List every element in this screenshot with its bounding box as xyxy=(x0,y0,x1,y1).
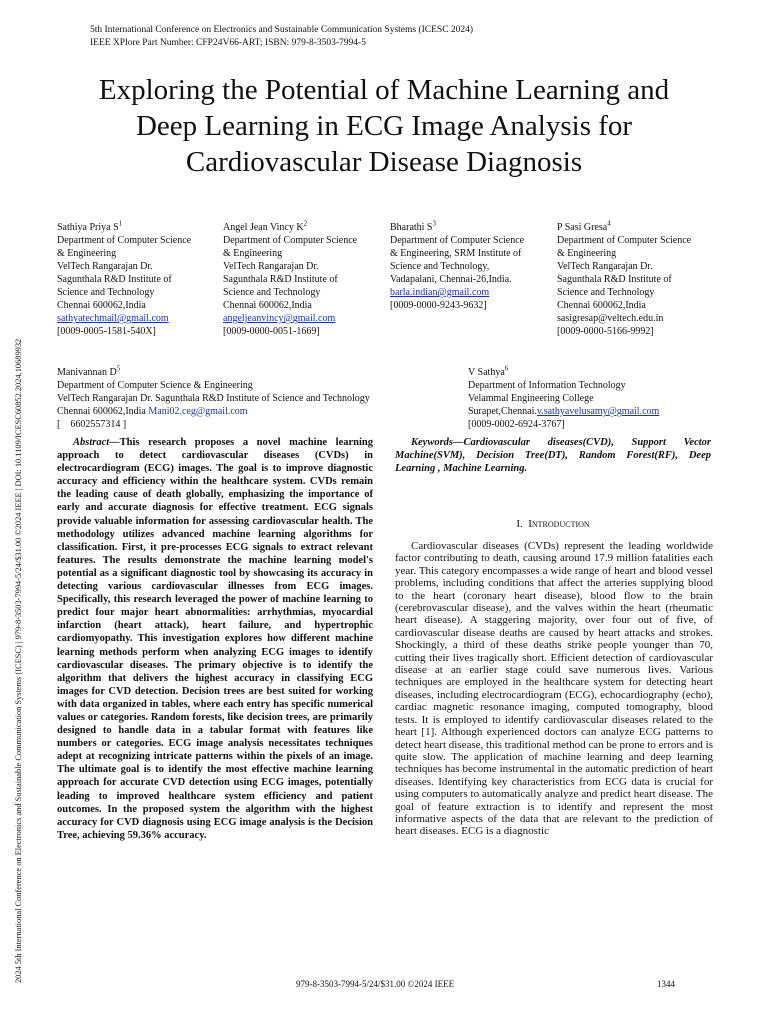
page-number: 1344 xyxy=(657,979,675,989)
author-dept: & Engineering, SRM Institute of xyxy=(390,248,522,259)
author-orcid: [0009-0002-6924-3767] xyxy=(468,419,565,430)
author-inst: Science and Technology xyxy=(57,287,155,298)
abstract-heading: Abstract xyxy=(73,437,110,448)
author-inst: Sagunthala R&D Institute of xyxy=(223,274,338,285)
author-dept: & Engineering xyxy=(557,248,617,259)
author-index: 2 xyxy=(303,219,308,228)
keywords-dash: — xyxy=(453,437,464,448)
keywords-text: Cardiovascular diseases(CVD), Support Vector Machine(SVM), Decision Tree(DT), Random Forest(RF), Deep Learning , Machine Learning. xyxy=(395,437,711,475)
author-inst: VelTech Rangarajan Dr. xyxy=(557,261,653,272)
author-email: sasigresap@veltech.edu.in xyxy=(557,313,664,324)
author-dept: Department of Computer Science & Engineering xyxy=(57,380,253,391)
abstract xyxy=(57,436,373,842)
title-line-1: Exploring the Potential of Machine Learning and xyxy=(98,74,670,106)
author-email-link[interactable]: angeljeanvincy@gmail.com xyxy=(223,313,336,324)
author-block-3 xyxy=(390,221,524,312)
author-dept: & Engineering xyxy=(57,248,117,259)
author-dept: Department of Computer Science xyxy=(57,235,192,246)
author-email-link[interactable]: barla.indian@gmail.com xyxy=(390,287,490,298)
author-index: 1 xyxy=(118,219,123,228)
copyright-footer: 979-8-3503-7994-5/24/$31.00 ©2024 IEEE xyxy=(296,979,455,989)
section-heading xyxy=(395,518,711,530)
author-name: Sathiya Priya S xyxy=(57,222,119,233)
author-city: Chennai 600062,India xyxy=(223,300,312,311)
author-city: Chennai 600062,India xyxy=(57,406,146,417)
author-index: 3 xyxy=(432,219,436,228)
author-name: Manivannan D xyxy=(57,367,117,378)
author-name: Bharathi S xyxy=(390,222,433,233)
author-inst: Science and Technology xyxy=(557,287,655,298)
title-line-2: Deep Learning in ECG Image Analysis for xyxy=(135,110,633,142)
author-inst: Vadapalani, Chennai-26,India. xyxy=(390,274,512,285)
author-orcid: [0009-0000-9243-9632] xyxy=(390,300,487,311)
author-index: 6 xyxy=(504,364,509,373)
author-dept: Department of Computer Science xyxy=(390,235,525,246)
author-email-link[interactable]: v.sathyavelusamy@gmail.com xyxy=(536,406,660,417)
author-inst: VelTech Rangarajan Dr. xyxy=(57,261,153,272)
author-city: Chennai 600062,India xyxy=(557,300,646,311)
author-orcid: [0009-0000-0051-1669] xyxy=(223,326,320,337)
author-email-link[interactable]: sathyatechmail@gmail.com xyxy=(57,313,169,324)
title-line-3: Cardiovascular Disease Diagnosis xyxy=(185,146,583,178)
keywords-heading: Keywords xyxy=(411,437,453,448)
author-inst: Sagunthala R&D Institute of xyxy=(57,274,172,285)
author-dept: Department of Information Technology xyxy=(468,380,626,391)
conference-isbn: IEEE XPlore Part Number: CFP24V66-ART; ISBN: 979-8-3503-7994-5 xyxy=(90,38,366,48)
author-block-2 xyxy=(223,221,357,338)
author-inst: Velammal Engineering College xyxy=(468,393,594,404)
author-orcid: [0009-0005-1581-540X] xyxy=(57,326,156,337)
section-number: I. xyxy=(516,518,523,530)
author-city: Surapet,Chennai. xyxy=(468,406,537,417)
author-inst: VelTech Rangarajan Dr. Sagunthala R&D Institute of Science and Technology xyxy=(57,393,370,404)
author-name: V Sathya xyxy=(468,367,505,378)
author-block-6 xyxy=(468,366,659,431)
author-dept: Department of Computer Science xyxy=(223,235,358,246)
author-block-4 xyxy=(557,221,691,338)
author-orcid: [0009-0000-5166-9992] xyxy=(557,326,654,337)
doi-sidebar: 2024 5th International Conference on Electronics and Sustainable Communication Systems (ICESC) | 979-8-3503-7994-5/24/$31.00 ©2024 IEEE | DOI: 10.1109/ICESC60852.2024.10689932 xyxy=(14,338,23,983)
author-inst: Science and Technology, xyxy=(390,261,490,272)
keywords xyxy=(395,436,711,475)
introduction-text: Cardiovascular diseases (CVDs) represent the leading worldwide factor contributing to death, causing around 17.9 million fatalities each year. This category encompasses a wide range of heart and blood vessel problems, including conditions that affect the arteries supplying blood to the heart (coronary heart disease), blood flow to the brain (cerebrovascular disease), and the valves within the heart (rheumatic heart disease). A staggering majority, over four out of five, of cardiovascular disease deaths are caused by heart attacks and strokes. Shockingly, a third of these deaths strike people younger than 70, cutting their lives tragically short. Efficient detection of cardiovascular disease at an earlier stage could save numerous lives. Various techniques are employed in the healthcare system for detecting heart diseases, including electrocardiogram (ECG), echocardiography (echo), cardiac magnetic resonance imaging, computed tomography, blood tests. It is employed to identify cardiovascular diseases related to the heart [1]. Although experienced doctors can analyze ECG patterns to detect heart disease, this traditional method can be prone to errors and is quite slow. The application of machine learning and deep learning techniques has become instrumental in the automatic prediction of heart diseases. Identifying key characteristics from ECG data is crucial for using computers to automatically analyze and predict heart disease. The goal of feature extraction is to identify and represent the most informative aspects of the data that are relevant to the prediction of heart diseases. ECG is a diagnostic xyxy=(395,540,713,838)
author-dept: & Engineering xyxy=(223,248,283,259)
conference-header xyxy=(90,24,473,50)
author-inst: Science and Technology xyxy=(223,287,321,298)
abstract-text: This research proposes a novel machine learning approach to detect cardiovascular diseases (CVDs) in electrocardiogram (ECG) images. The goal is to improve diagnostic accuracy and efficiency within the healthcare system. CVDs remain the leading cause of death globally, emphasizing the importance of early and accurate diagnosis for effective treatment. ECG signals provide valuable information for assessing cardiovascular health. The methodology utilizes advanced machine learning algorithms for classification. First, it pre-processes ECG signals to extract relevant features. The results demonstrate the machine learning model's potential as a significant diagnostic tool by showcasing its accuracy in detecting various cardiovascular illnesses from ECG images. Specifically, this research leveraged the power of machine learning to predict four major heart abnormalities: arrhythmias, myocardial infarction (heart attack), heart failure, and hypertrophic cardiomyopathy. This investigation explores how different machine learning methods perform when analyzing ECG images to identify cardiovascular diseases. The primary objective is to identify the algorithm that delivers the highest accuracy in classifying ECG images for CVD detection. Decision trees are best suited for working with data organized in tables, where each entry has specific numerical values or categories. Random forests, like decision trees, are primarily designed to handle data in a tabular format with features like numbers or categories. ECG image analysis necessitates techniques adept at recognizing intricate patterns within the pixels of an image. The ultimate goal is to identify the most effective machine learning approach for accurate CVD detection using ECG images, potentially leading to improved healthcare system efficiency and patient outcomes. In the proposed system the algorithm with the highest accuracy for CVD diagnosis using ECG image analysis is the Decision Tree, achieving 59.36% accuracy. xyxy=(57,437,373,841)
author-block-1 xyxy=(57,221,191,338)
paper-title xyxy=(60,72,708,180)
author-dept: Department of Computer Science xyxy=(557,235,692,246)
section-title: Introduction xyxy=(528,518,590,530)
author-inst: VelTech Rangarajan Dr. xyxy=(223,261,319,272)
author-email-link[interactable]: Mani02.ceg@gmail.com xyxy=(148,406,248,417)
author-name: Angel Jean Vincy K xyxy=(223,222,304,233)
conference-name: 5th International Conference on Electronics and Sustainable Communication Systems (ICESC 2024) xyxy=(90,25,474,35)
abstract-dash: — xyxy=(109,437,120,448)
author-index: 5 xyxy=(116,364,121,373)
author-block-5 xyxy=(57,366,370,431)
author-orcid: [ 6602557314 ] xyxy=(57,419,127,430)
author-name: P Sasi Gresa xyxy=(557,222,608,233)
author-city: Chennai 600062,India xyxy=(57,300,146,311)
author-index: 4 xyxy=(607,219,611,228)
author-inst: Sagunthala R&D Institute of xyxy=(557,274,672,285)
